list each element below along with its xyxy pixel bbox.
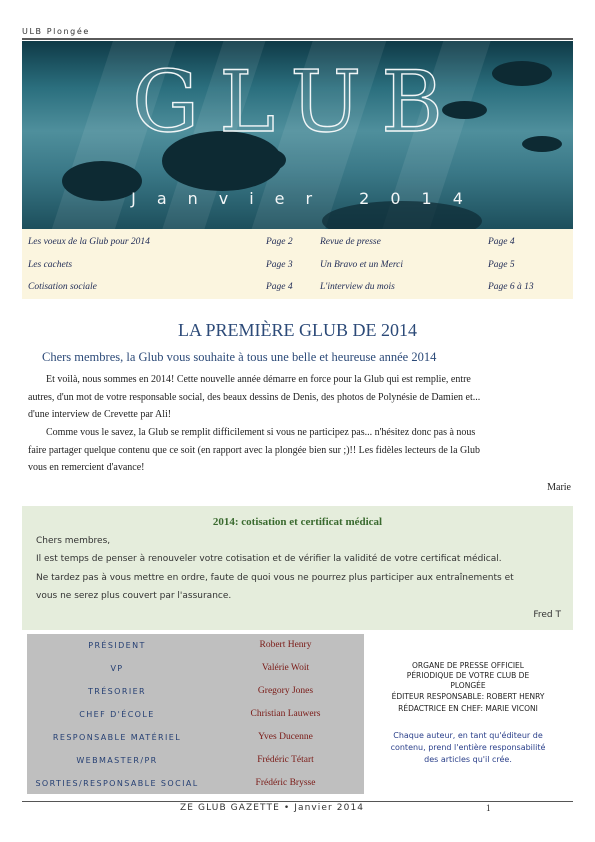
committee-name: Frédéric Brysse [255,778,316,788]
article-paragraph-2 [28,424,571,477]
text-line: Comme vous le savez, la Glub se remplit difficilement si vous ne participez pas... n'hésitez donc pas à nous [46,427,476,438]
page-number: 1 [486,803,491,813]
committee-role: SORTIES/RESPONSABLE SOCIAL [35,779,199,788]
text-line: Et voilà, nous sommes en 2014! Cette nouvelle année démarre en force pour la Glub qui est remplie, entre [46,374,471,385]
responsibility-note: Chaque auteur, en tant qu'éditeur de contenu, prend l'entière responsabilité des articles qu'il crée. [390,731,546,764]
committee-name: Valérie Woit [261,663,310,673]
committee-role: RESPONSABLE MATÉRIEL [52,733,182,742]
committee-role: TRÉSORIER [87,687,146,696]
toc-item-page: Page 2 [266,237,293,247]
committee-name: Yves Ducenne [258,732,313,742]
committee-role: PRÉSIDENT [88,641,146,650]
committee-name: Christian Lauwers [250,709,321,719]
toc-item-label[interactable]: Les voeux de la Glub pour 2014 [28,237,150,247]
press-line: ÉDITEUR RESPONSABLE: ROBERT HENRY [391,692,545,701]
cover-banner [22,41,573,229]
toc-item-label[interactable]: L'interview du mois [320,282,395,292]
footer-rule [22,801,573,802]
press-line: ORGANE DE PRESSE OFFICIEL [412,661,524,670]
toc-item-page: Page 5 [488,260,515,270]
text-line: autres, d'un mot de votre responsable social, des beaux dessins de Denis, des photos de Polynésie de Damien et... [28,391,481,403]
org-name: ULB Plongée [22,27,90,36]
article-lead: Chers membres, la Glub vous souhaite à tous une belle et heureuse année 2014 [42,350,437,364]
masthead-title: GLUB [132,53,463,151]
toc-item-page: Page 4 [488,237,515,247]
committee-name: Frédéric Tétart [257,755,314,765]
toc-item-label[interactable]: Un Bravo et un Merci [320,260,404,270]
committee-name: Gregory Jones [257,686,314,696]
footer-text: ZE GLUB GAZETTE • Janvier 2014 [180,803,365,813]
text-line: vous en remercient d'avance! [28,462,145,473]
article-paragraph-1 [28,371,571,424]
toc-item-label[interactable]: Cotisation sociale [28,282,97,292]
notice-line: Chers membres, [36,536,111,546]
notice-title: 2014: cotisation et certificat médical [212,516,383,528]
toc-item-label[interactable]: Revue de presse [320,237,381,247]
toc-item-page: Page 3 [266,260,293,270]
text-line: faire partager quelque contenu que ce soit (en rapport avec la plongée bien sur ;)!! Les fidèles lecteurs de la Glub [28,444,481,456]
press-line: RÉDACTRICE EN CHEF: MARIE VICONI [398,704,538,713]
article-signature: Marie [547,482,571,493]
notice-line: vous ne serez plus couvert par l'assurance. [36,591,232,601]
committee-table [27,634,364,794]
notice-box [22,506,573,630]
text-line: d'une interview de Crevette par Ali! [28,409,172,420]
notice-signature: Fred T [533,610,561,620]
press-line: PÉRIODIQUE DE VOTRE CLUB DE [406,671,530,680]
article-title: LA PREMIÈRE GLUB DE 2014 [177,320,417,340]
notice-line: Ne tardez pas à vous mettre en ordre, faute de quoi vous ne pourrez plus participer aux entraînements et [36,573,514,583]
committee-role: WEBMASTER/PR [76,756,158,765]
committee-role: CHEF D'ÉCOLE [79,710,155,719]
notice-line: Il est temps de penser à renouveler votre cotisation et de vérifier la validité de votre certificat médical. [36,554,502,564]
header-rule [22,38,573,40]
press-line: PLONGÉE [450,681,486,690]
committee-role: VP [110,664,124,673]
toc-item-page: Page 4 [266,282,293,292]
toc-item-label[interactable]: Les cachets [28,260,73,270]
issue-date: Janvier 2014 [131,189,484,208]
table-of-contents [22,229,573,299]
committee-name: Robert Henry [259,640,312,650]
toc-item-page: Page 6 à 13 [488,282,534,292]
